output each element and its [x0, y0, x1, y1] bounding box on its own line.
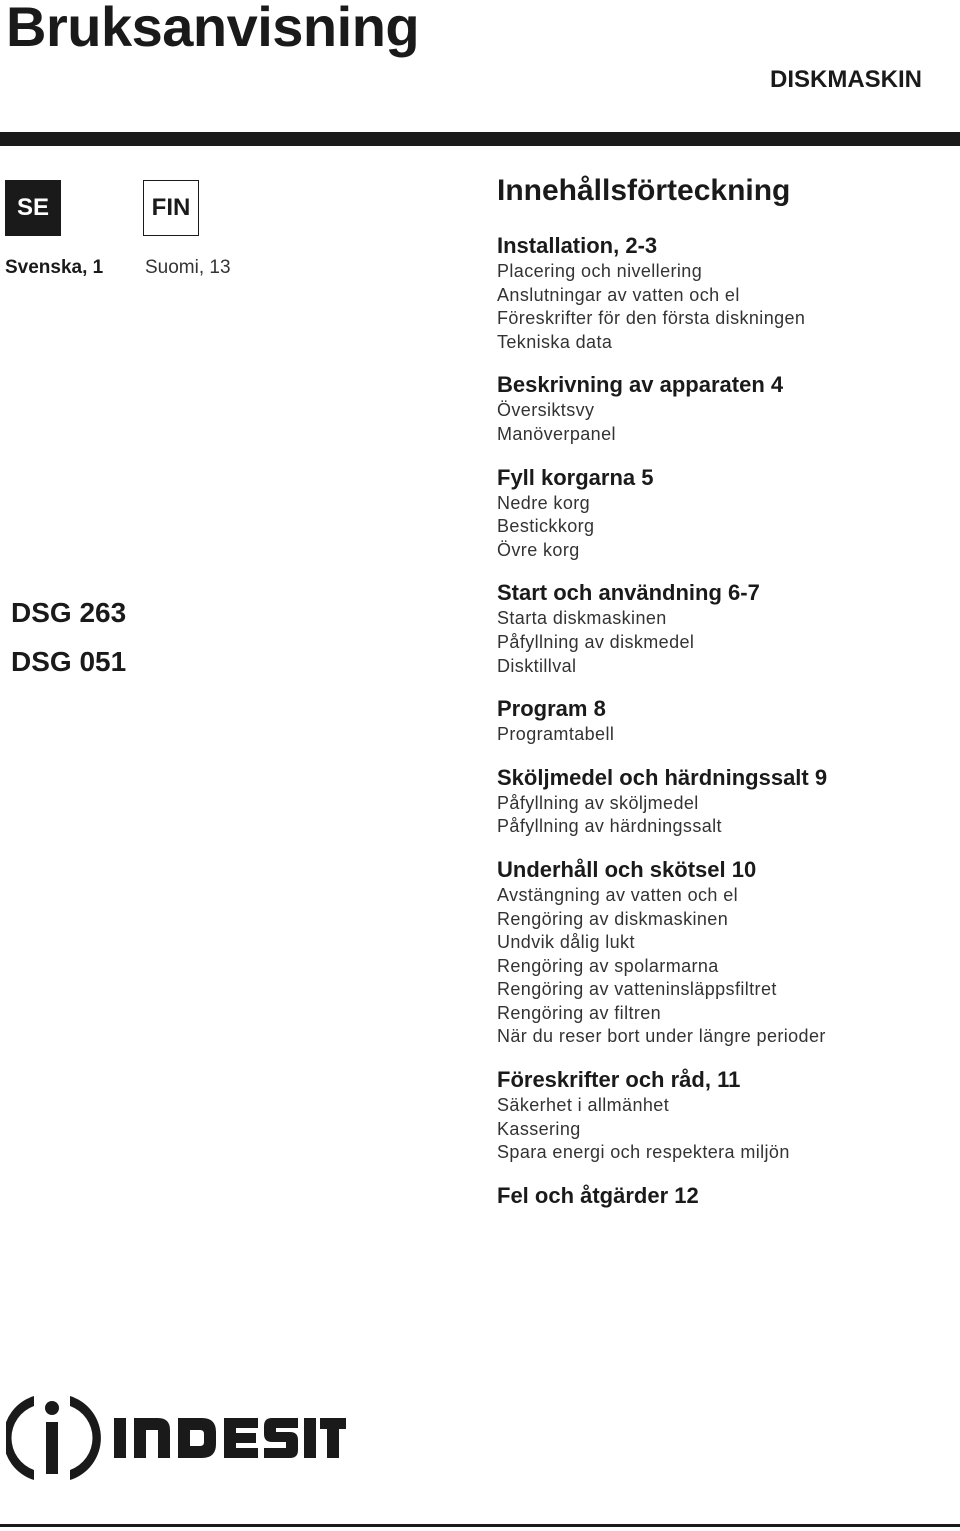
indesit-wordmark: [114, 1418, 346, 1458]
toc-title: Innehållsförteckning: [497, 174, 791, 207]
toc-item[interactable]: Undvik dålig lukt: [497, 932, 635, 953]
toc-section-heading[interactable]: Fel och åtgärder 12: [497, 1182, 699, 1208]
toc-item[interactable]: Föreskrifter för den första diskningen: [497, 308, 806, 329]
model-name: DSG 263: [11, 597, 127, 628]
toc-section-heading[interactable]: Föreskrifter och råd, 11: [497, 1067, 741, 1093]
toc-item[interactable]: Säkerhet i allmänhet: [497, 1095, 670, 1116]
footer-divider: [0, 1524, 960, 1527]
language-tab-se[interactable]: SE: [5, 180, 61, 236]
toc-item[interactable]: Anslutningar av vatten och el: [497, 284, 740, 305]
toc-sections: [497, 232, 937, 1210]
toc-item[interactable]: Rengöring av spolarmarna: [497, 955, 719, 976]
toc-item[interactable]: Tekniska data: [497, 331, 613, 352]
toc-section-heading[interactable]: Program 8: [497, 696, 606, 722]
toc-item[interactable]: Starta diskmaskinen: [497, 608, 667, 629]
toc-section-heading[interactable]: Installation, 2-3: [497, 233, 658, 258]
toc-section-heading[interactable]: Underhåll och skötsel 10: [497, 856, 757, 882]
toc-section: [497, 764, 937, 839]
model-name: DSG 051: [11, 646, 127, 677]
language-label-fin: Suomi, 13: [145, 257, 231, 278]
indesit-i-logo-icon: [6, 1396, 101, 1480]
toc-section: [497, 1182, 937, 1210]
toc-item[interactable]: Påfyllning av diskmedel: [497, 631, 695, 652]
toc-item[interactable]: Spara energi och respektera miljön: [497, 1142, 790, 1163]
toc-section: [497, 579, 937, 678]
toc-section: [497, 371, 937, 446]
model-list: [11, 588, 126, 686]
header-divider: [0, 132, 960, 146]
language-tab-fin[interactable]: FIN: [143, 180, 199, 236]
toc-item[interactable]: Programtabell: [497, 724, 615, 745]
toc-item[interactable]: Manöverpanel: [497, 423, 616, 444]
toc-item[interactable]: Kassering: [497, 1118, 581, 1139]
toc-item[interactable]: Rengöring av filtren: [497, 1002, 662, 1023]
document-subtitle: DISKMASKIN: [769, 66, 922, 93]
toc-item[interactable]: Påfyllning av härdningssalt: [497, 816, 722, 837]
toc-item[interactable]: Disktillval: [497, 655, 577, 676]
document-title: Bruksanvisning: [6, 0, 420, 58]
toc-section: [497, 1066, 937, 1165]
toc-section-heading[interactable]: Beskrivning av apparaten 4: [497, 372, 784, 398]
toc-item[interactable]: Översiktsvy: [497, 400, 595, 421]
toc-section: [497, 232, 937, 354]
toc-section: [497, 464, 937, 563]
toc-section-heading[interactable]: Fyll korgarna 5: [497, 464, 654, 490]
toc-item[interactable]: Övre korg: [497, 539, 580, 560]
indesit-logo: [6, 1390, 346, 1486]
toc-item[interactable]: Nedre korg: [497, 492, 591, 513]
toc-item[interactable]: När du reser bort under längre perioder: [497, 1026, 826, 1047]
toc-item[interactable]: Placering och nivellering: [497, 261, 703, 281]
toc-section-heading[interactable]: Start och användning 6-7: [497, 580, 760, 606]
toc-item[interactable]: Rengöring av vatteninsläppsfiltret: [497, 979, 777, 1000]
table-of-contents: [497, 172, 937, 1227]
toc-item[interactable]: Rengöring av diskmaskinen: [497, 908, 729, 929]
language-label-se: Svenska, 1: [5, 257, 104, 278]
toc-section-heading[interactable]: Sköljmedel och härdningssalt 9: [497, 764, 828, 790]
toc-item[interactable]: Bestickkorg: [497, 516, 595, 537]
toc-item[interactable]: Påfyllning av sköljmedel: [497, 792, 699, 813]
toc-item[interactable]: Avstängning av vatten och el: [497, 884, 739, 905]
toc-section: [497, 695, 937, 747]
toc-section: [497, 856, 937, 1049]
